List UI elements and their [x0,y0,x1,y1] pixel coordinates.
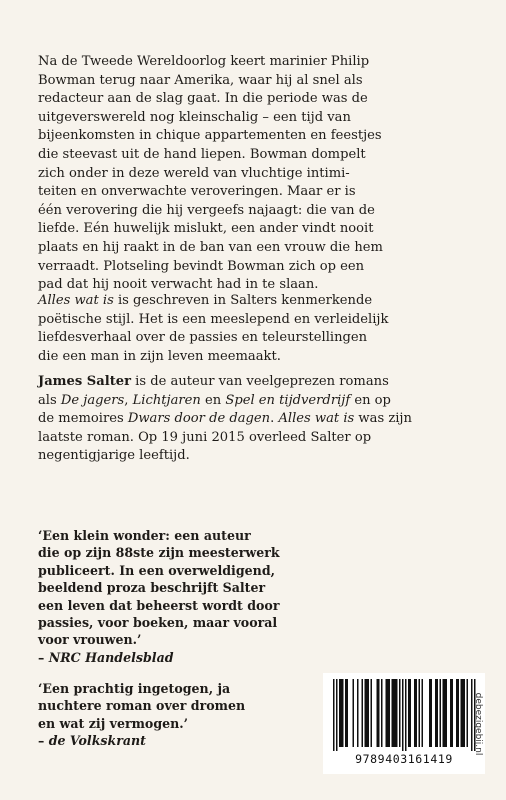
barcode-bar [429,679,431,747]
barcode-bar [362,679,364,747]
book-title: Lichtjaren [132,392,201,408]
barcode-bar [387,679,389,747]
barcode-bar [347,679,349,747]
barcode-bar [435,679,437,747]
quote-source-name: NRC Handelsblad [48,649,174,665]
blurb-line [38,292,470,311]
blurb-line: liefde. Eén huwelijk mislukt, een ander vindt nooit [38,221,374,237]
barcode-bar [371,679,373,747]
barcode-bar [368,679,370,747]
barcode-bar [342,679,344,747]
barcode-bar [462,679,464,747]
blurb-paragraph-2 [38,292,470,366]
barcode-bar [443,679,445,747]
quote-dash: – [38,733,49,749]
blurb-text: en op [350,392,391,408]
quote-line: ‘Een prachtig ingetogen, ja [38,681,231,696]
blurb-line [38,410,470,429]
barcode-bar [416,679,418,747]
blurb-text: de memoires [38,411,128,427]
quote-source [38,732,338,749]
review-quote-nrc [38,527,338,666]
quote-dash: – [38,649,49,665]
barcode-bar [456,679,458,747]
barcode-bar [366,679,368,747]
blurb-line: verraadt. Plotseling bevindt Bowman zich op een [38,258,365,274]
barcode-bar [446,679,448,747]
barcode-bar [419,679,421,747]
blurb-line: plaats en hij raakt in de ban van een vrouw die hem [38,239,383,255]
barcode-bar [378,679,380,747]
blurb-text: is geschreven in Salters kenmerkende [113,293,373,308]
quote-line: beeldend proza beschrijft Salter [38,580,266,596]
barcode-bar [464,679,466,747]
blurb-line [38,392,470,411]
blurb-line: Na de Tweede Wereldoorlog keert marinier Philip [38,54,370,69]
barcode-bar [357,679,359,747]
blurb-line: pad dat hij nooit verwacht had in te slaan. [38,277,319,293]
blurb-line: die steevast uit de hand liepen. Bowman dompelt [38,146,366,162]
publisher-url: debezigebij.nl [473,692,483,756]
blurb-line: redacteur aan de slag gaat. In die periode was de [38,91,368,107]
barcode-bar [365,679,367,747]
barcode-bar [339,679,341,747]
book-title: Dwars door de dagen [127,411,271,427]
blurb-line: die een man in zijn leven meemaakt. [38,348,281,364]
barcode-bar [336,679,338,751]
book-title: Spel en tijdverdrijf [225,392,351,408]
book-title: Alles wat is [278,411,355,427]
blurb-text: als [38,392,61,408]
barcode-bar [458,679,460,747]
quote-line: passies, voor boeken, maar vooral [38,615,278,631]
blurb-line: negentigjarige leeftijd. [38,448,190,464]
blurb-line [38,373,470,392]
quote-line: ‘Een klein wonder: een auteur [38,528,251,543]
quote-source-name: de Volkskrant [48,733,146,749]
barcode-bar [353,679,355,747]
blurb-line: bijeenkomsten in chique appartementen en feestjes [38,128,382,144]
blurb-line: uitgeverswereld nog kleinschalig – een tijd van [38,109,351,125]
barcode-bar [452,679,454,747]
blurb-text: is de auteur van veelgeprezen romans [131,374,389,389]
blurb-line: Bowman terug naar Amerika, waar hij al snel als [38,72,363,88]
barcode-bar [414,679,416,747]
review-quote-volkskrant [38,680,338,750]
barcode-bar [444,679,446,747]
author-name: James Salter [38,374,131,389]
isbn-number: 9789403161419 [355,752,453,766]
quote-line: die op zijn 88ste zijn meesterwerk [38,545,280,561]
barcode-bar [395,679,397,747]
blurb-text: , [124,392,133,408]
barcode-bar [341,679,343,747]
barcode-bar [405,679,407,751]
quote-source [38,649,338,666]
barcode-bar [393,679,395,747]
blurb-line: laatste roman. Op 19 juni 2015 overleed Salter op [38,429,372,445]
quote-line: en wat zij vermogen.’ [38,715,189,731]
blurb-line: poëtische stijl. Het is een meeslepend en verleidelijk [38,311,389,327]
barcode-bar [410,679,412,747]
blurb-paragraph-1 [38,53,470,295]
barcode-bar [402,679,404,751]
barcode-bar [392,679,394,747]
barcode-bar [408,679,410,747]
barcode-bar [396,679,398,747]
blurb-line: liefdesverhaal over de passies en teleurstellingen [38,330,368,346]
blurb-line: teiten en onverwachte veroveringen. Maar er is [38,184,356,200]
barcode-bars [323,673,485,753]
quote-line: nuchtere roman over dromen [38,698,246,714]
isbn-barcode [323,673,485,774]
barcode-bar [389,679,391,747]
barcode-bar [377,679,379,747]
barcode-bar [431,679,433,747]
barcode-bar [399,679,401,747]
barcode-bar [440,679,442,747]
barcode-bar [333,679,335,751]
barcode-bar [467,679,469,747]
barcode-bar [450,679,452,747]
book-title: Alles wat is [38,293,114,308]
barcode-bar [345,679,347,747]
book-title: De jagers [60,392,125,408]
barcode-bar [437,679,439,747]
barcode-bar [422,679,424,747]
quote-line: een leven dat beheerst wordt door [38,597,280,613]
blurb-text: was zijn [354,411,412,427]
quote-line: voor vrouwen.’ [38,632,142,648]
quote-line: publiceert. In een overweldigend, [38,562,276,578]
blurb-text: en [200,392,226,408]
author-bio [38,373,470,466]
blurb-line: zich onder in deze wereld van vluchtige intimi- [38,165,350,181]
barcode-bar [381,679,383,747]
blurb-text: . [270,411,279,427]
barcode-bar [386,679,388,747]
barcode-bar [461,679,463,747]
blurb-line: één verovering die hij vergeefs najaagt: die van de [38,202,375,218]
